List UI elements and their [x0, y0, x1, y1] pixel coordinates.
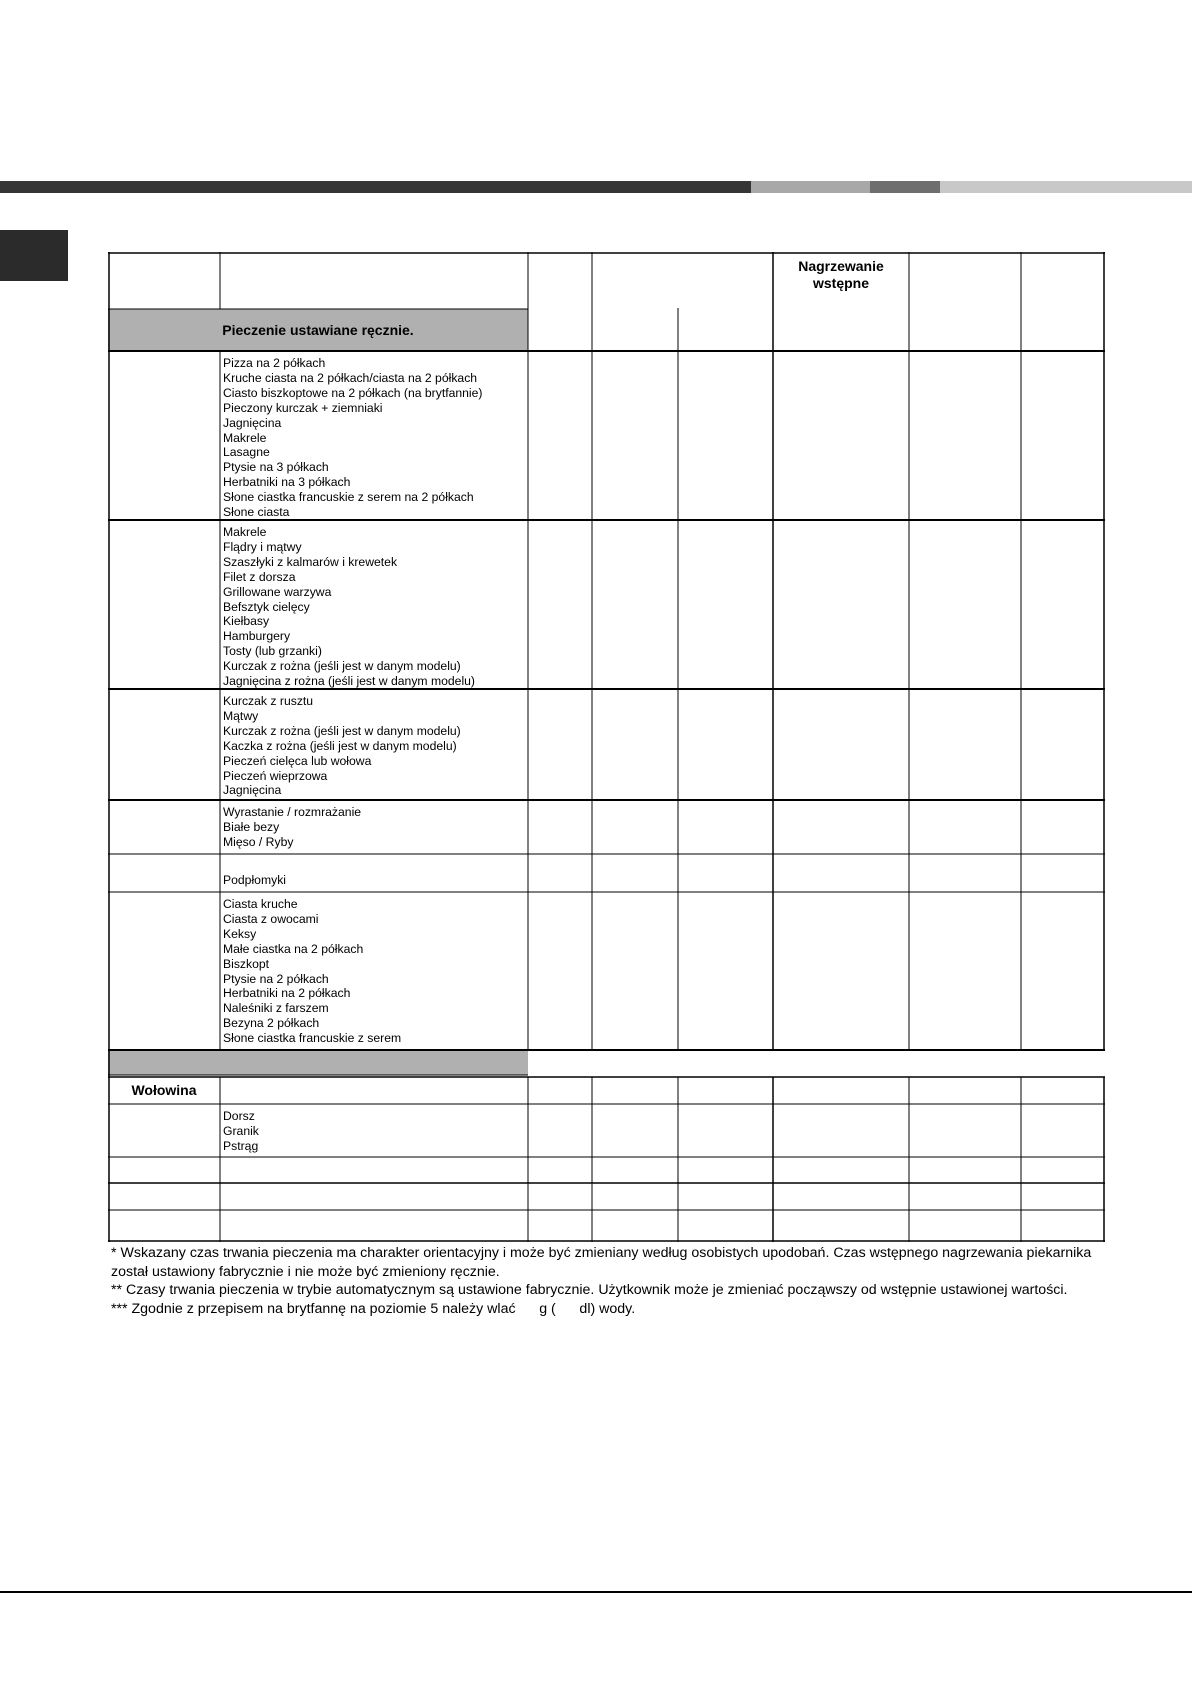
food-item: Befsztyk cielęcy — [223, 599, 310, 614]
food-item: Flądry i mątwy — [223, 539, 302, 554]
food-item: Jagnięcina — [223, 415, 282, 430]
footnote-1: * Wskazany czas trwania pieczenia ma charakter orientacyjny i może być zmieniany według osobistych upodobań. Czas wstępnego nagrzewania piekarnika został ustawiony fabrycznie i nie może być zmieniony ręcznie. — [111, 1245, 1092, 1280]
food-item: Ciasta kruche — [223, 897, 298, 911]
manual-baking-header: Pieczenie ustawiane ręcznie. — [222, 322, 414, 338]
group-2-items — [223, 525, 475, 689]
food-item: Pieczony kurczak + ziemniaki — [223, 400, 383, 415]
food-item: Białe bezy — [223, 819, 280, 834]
food-item: Kiełbasy — [223, 614, 270, 629]
header-bar-pale — [940, 181, 1192, 193]
food-item: Ptysie na 2 półkach — [223, 971, 329, 986]
fish-item: Granik — [223, 1123, 259, 1138]
food-item: Podpłomyki — [223, 873, 286, 887]
preheat-header: Nagrzewanie wstępne — [798, 258, 884, 291]
food-item: Szaszłyki z kalmarów i krewetek — [223, 554, 398, 569]
food-item: Bezyna 2 półkach — [223, 1016, 320, 1031]
food-item: Hamburgery — [223, 629, 291, 644]
food-item: Kaczka z rożna (jeśli jest w danym modelu) — [223, 738, 457, 753]
footnote-3: *** Zgodnie z przepisem na brytfannę na poziomie 5 należy wlać g ( dl) wody. — [111, 1300, 636, 1317]
group-6-items — [223, 897, 401, 1046]
header-bar-dark — [0, 181, 751, 193]
food-item: Ciasta z owocami — [223, 911, 319, 926]
header-bar-mid — [870, 181, 940, 193]
food-item: Filet z dorsza — [223, 569, 296, 584]
cooking-table — [108, 252, 1105, 1242]
food-item: Keksy — [223, 926, 257, 941]
food-item: Herbatniki na 2 półkach — [223, 986, 351, 1001]
food-item: Pieczeń wieprzowa — [223, 768, 328, 783]
food-item: Mięso / Ryby — [223, 834, 294, 849]
food-item: Makrele — [223, 525, 267, 539]
food-item: Herbatniki na 3 półkach — [223, 475, 351, 490]
food-item: Ptysie na 3 półkach — [223, 460, 329, 475]
food-item: Tosty (lub grzanki) — [223, 644, 322, 659]
food-item: Grillowane warzywa — [223, 584, 332, 599]
footnotes — [111, 1244, 1111, 1318]
food-item: Jagnięcina — [223, 783, 282, 798]
fish-item: Dorsz — [223, 1109, 255, 1123]
food-item: Kurczak z rożna (jeśli jest w danym modelu) — [223, 659, 461, 674]
food-item: Ciasto biszkoptowe na 2 półkach (na brytfannie) — [223, 385, 483, 400]
food-item: Mątwy — [223, 708, 259, 723]
food-item: Jagnięcina z rożna (jeśli jest w danym modelu) — [223, 674, 475, 689]
fish-items — [223, 1109, 259, 1154]
footnote-2: ** Czasy trwania pieczenia w trybie automatycznym są ustawione fabrycznie. Użytkownik może je zmieniać począwszy od wstępnie ustawionej wartości. — [111, 1282, 1068, 1299]
beef-label: Wołowina — [131, 1082, 197, 1098]
food-item: Naleśniki z farszem — [223, 1001, 329, 1016]
fish-item: Pstrąg — [223, 1138, 259, 1153]
group-3-items — [223, 694, 461, 798]
group-1-items — [223, 356, 482, 520]
food-item: Słone ciastka francuskie z serem — [223, 1031, 402, 1046]
food-item: Słone ciastka francuskie z serem na 2 półkach — [223, 490, 474, 505]
header-bar-light — [751, 181, 870, 193]
language-tab-block — [0, 230, 68, 281]
food-item: Biszkopt — [223, 956, 270, 971]
food-item: Wyrastanie / rozmrażanie — [223, 805, 362, 819]
food-item: Słone ciasta — [223, 505, 290, 520]
food-item: Małe ciastka na 2 półkach — [223, 941, 364, 956]
food-item: Pizza na 2 półkach — [223, 356, 326, 370]
group-5-items — [223, 873, 286, 888]
food-item: Kurczak z rożna (jeśli jest w danym modelu) — [223, 723, 461, 738]
food-item: Makrele — [223, 430, 267, 445]
food-item: Lasagne — [223, 445, 270, 460]
page-bottom-rule — [0, 1591, 1192, 1593]
food-item: Kurczak z rusztu — [223, 694, 314, 708]
group-4-items — [223, 805, 361, 850]
food-item: Kruche ciasta na 2 półkach/ciasta na 2 półkach — [223, 370, 478, 385]
food-item: Pieczeń cielęca lub wołowa — [223, 753, 372, 768]
